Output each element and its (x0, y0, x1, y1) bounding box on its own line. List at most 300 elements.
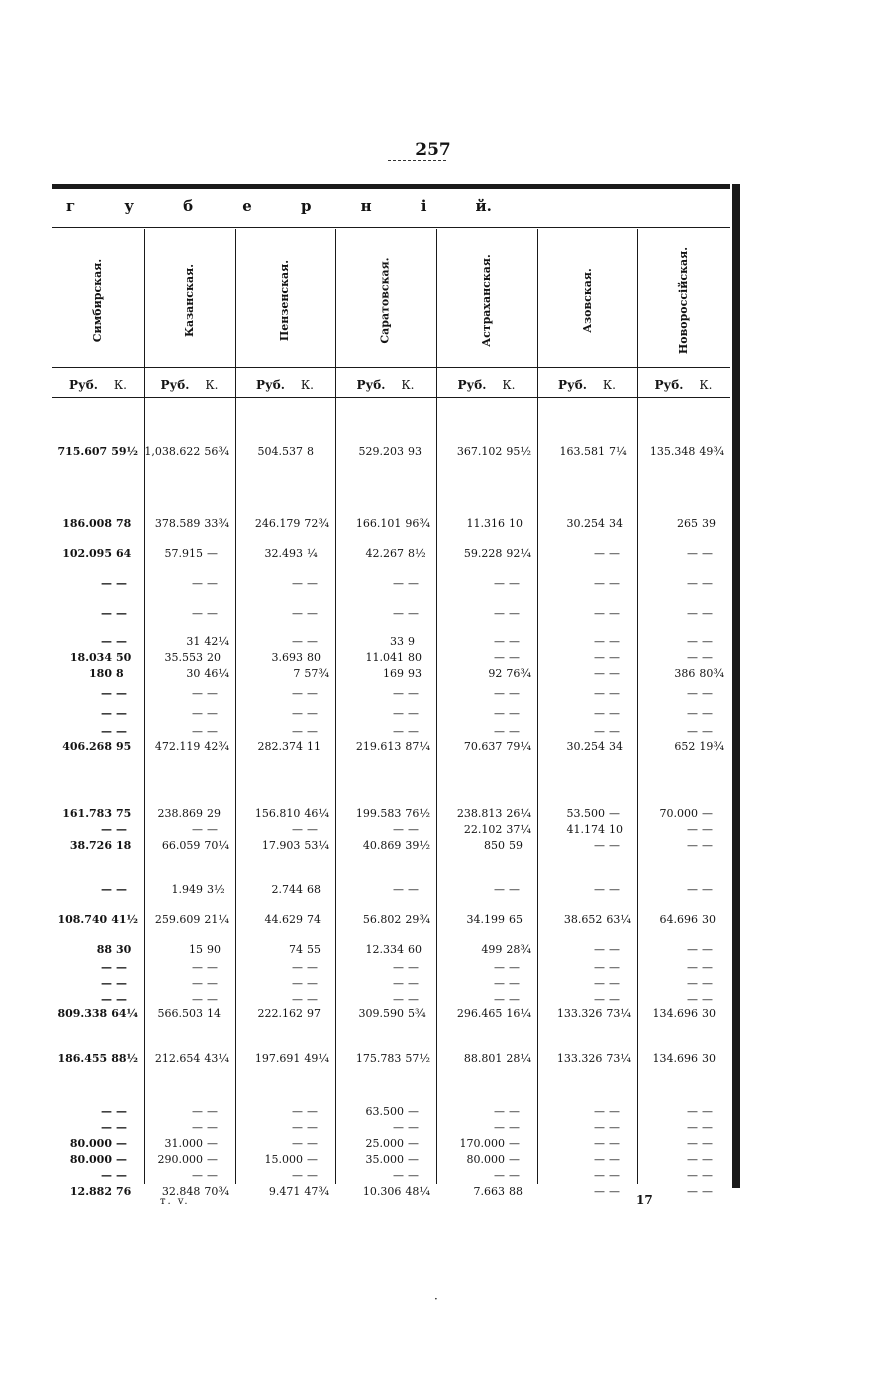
cell-rubles: — (687, 1105, 698, 1118)
table-cell (52, 725, 138, 738)
table-cell (235, 823, 329, 836)
table-cell (436, 807, 531, 820)
table-cell (52, 913, 138, 926)
cell-rubles: — (494, 1169, 505, 1182)
table-cell (144, 445, 229, 458)
cell-kopecks: — (207, 707, 218, 720)
page-number-rule (388, 160, 446, 161)
cell-rubles: — (494, 607, 505, 620)
cell-kopecks: — (609, 807, 620, 820)
cell-rubles: — (594, 839, 605, 852)
cell-kopecks: — (609, 839, 620, 852)
table-cell (335, 517, 430, 530)
cell-rubles: 1.949 (171, 883, 203, 896)
table-cell (144, 577, 229, 590)
cell-kopecks: — (509, 883, 520, 896)
cell-kopecks: 30 (116, 943, 132, 956)
cell-kopecks: — (207, 993, 218, 1006)
heading-letter: н (360, 197, 372, 215)
cell-rubles: — (393, 993, 404, 1006)
cell-rubles: — (101, 707, 112, 720)
cell-kopecks: 93 (408, 667, 422, 680)
table-cell (235, 635, 329, 648)
cell-rubles: — (687, 1137, 698, 1150)
cell-rubles: — (687, 823, 698, 836)
cell-rubles: — (192, 1169, 203, 1182)
table-cell (335, 445, 430, 458)
cell-rubles: 367.102 (456, 445, 503, 458)
cell-kopecks: — (207, 1137, 218, 1150)
cell-rubles: — (494, 883, 505, 896)
table-cell (335, 1007, 430, 1020)
table-cell (235, 1169, 329, 1182)
cell-kopecks: — (702, 725, 713, 738)
table-cell (335, 725, 430, 738)
table-cell (235, 1137, 329, 1150)
cell-rubles: — (594, 1137, 605, 1150)
table-cell (637, 993, 724, 1006)
cell-kopecks: — (207, 607, 218, 620)
cell-kopecks: 64¼ (111, 1007, 138, 1020)
table-cell (235, 1052, 329, 1065)
cell-kopecks: 76½ (405, 807, 430, 820)
cell-kopecks: — (702, 687, 713, 700)
unit-kop-label: К. (699, 378, 713, 392)
table-cell (235, 607, 329, 620)
cell-rubles: 197.691 (254, 1052, 301, 1065)
cell-kopecks: — (408, 823, 419, 836)
cell-rubles: 64.696 (659, 913, 698, 926)
cell-rubles: 186.008 (62, 517, 112, 530)
table-cell (144, 993, 229, 1006)
column-header-rule (52, 367, 730, 368)
cell-kopecks: 29¾ (405, 913, 430, 926)
cell-rubles: 102.095 (62, 547, 112, 560)
cell-kopecks: 26¼ (506, 807, 531, 820)
table-cell (235, 883, 329, 896)
cell-kopecks: 29 (207, 807, 221, 820)
cell-rubles: 166.101 (355, 517, 402, 530)
unit-kop-label: К. (401, 378, 415, 392)
cell-rubles: 219.613 (355, 740, 402, 753)
table-cell (335, 740, 430, 753)
table-cell (235, 517, 329, 530)
table-cell (436, 1169, 531, 1182)
cell-rubles: — (292, 577, 303, 590)
table-cell (52, 823, 138, 836)
cell-rubles: — (594, 635, 605, 648)
cell-kopecks: — (116, 577, 127, 590)
cell-rubles: 170.000 (459, 1137, 505, 1150)
cell-rubles: — (687, 993, 698, 1006)
unit-kop-label: К. (602, 378, 616, 392)
table-cell (537, 635, 631, 648)
cell-rubles: — (192, 993, 203, 1006)
cell-kopecks: — (609, 1105, 620, 1118)
cell-kopecks: — (408, 607, 419, 620)
cell-rubles: 41.174 (566, 823, 605, 836)
table-cell (335, 651, 430, 664)
cell-kopecks: — (116, 977, 127, 990)
cell-kopecks: — (509, 707, 520, 720)
cell-rubles: — (594, 1105, 605, 1118)
table-cell (537, 1153, 631, 1166)
cell-rubles: 2.744 (271, 883, 303, 896)
heading-letter: б (183, 197, 194, 215)
cell-kopecks: — (609, 1153, 620, 1166)
table-cell (52, 883, 138, 896)
cell-rubles: — (594, 577, 605, 590)
cell-rubles: 34.199 (466, 913, 505, 926)
cell-rubles: — (292, 1169, 303, 1182)
cell-rubles: 10.306 (362, 1185, 402, 1198)
cell-kopecks: — (702, 547, 713, 560)
table-cell (52, 445, 138, 458)
table-cell (637, 883, 724, 896)
table-cell (235, 961, 329, 974)
cell-kopecks: — (207, 1169, 218, 1182)
cell-kopecks: — (307, 1169, 318, 1182)
cell-rubles: — (192, 607, 203, 620)
table-cell (537, 823, 631, 836)
cell-kopecks: — (509, 577, 520, 590)
cell-rubles: 156.810 (254, 807, 301, 820)
cell-kopecks: — (408, 977, 419, 990)
column-header (144, 233, 235, 367)
right-border-bar (732, 184, 740, 1188)
cell-kopecks: 39 (702, 517, 716, 530)
unit-row (52, 373, 144, 397)
cell-rubles: — (192, 1105, 203, 1118)
cell-kopecks: — (609, 993, 620, 1006)
cell-kopecks: 42¾ (204, 740, 229, 753)
cell-rubles: 7.663 (473, 1185, 505, 1198)
table-cell (52, 635, 138, 648)
cell-rubles: — (494, 651, 505, 664)
column-header-label: Новороссiйская. (677, 246, 691, 354)
cell-kopecks: 5¾ (408, 1007, 426, 1020)
cell-kopecks: 88½ (111, 1052, 138, 1065)
cell-kopecks: — (207, 547, 218, 560)
table-cell (637, 1007, 724, 1020)
table-cell (436, 651, 531, 664)
cell-kopecks: 72¾ (304, 517, 329, 530)
cell-rubles: — (687, 1121, 698, 1134)
cell-kopecks: — (609, 1169, 620, 1182)
cell-kopecks: — (207, 577, 218, 590)
cell-rubles: — (393, 823, 404, 836)
cell-kopecks: 57¾ (304, 667, 329, 680)
table-cell (144, 607, 229, 620)
cell-kopecks: — (509, 687, 520, 700)
cell-kopecks: 20 (207, 651, 221, 664)
table-cell (235, 1153, 329, 1166)
table-cell (637, 823, 724, 836)
table-cell (436, 1052, 531, 1065)
cell-rubles: — (687, 1169, 698, 1182)
cell-kopecks: 74 (307, 913, 321, 926)
cell-kopecks: 92¼ (506, 547, 531, 560)
table-cell (335, 635, 430, 648)
cell-kopecks: — (116, 687, 127, 700)
cell-kopecks: 97 (307, 1007, 321, 1020)
table-cell (335, 1153, 430, 1166)
column-header (235, 233, 335, 367)
cell-kopecks: — (116, 607, 127, 620)
cell-rubles: — (101, 725, 112, 738)
table-cell (537, 1185, 631, 1198)
cell-rubles: — (192, 687, 203, 700)
table-cell (144, 707, 229, 720)
cell-kopecks: — (408, 725, 419, 738)
cell-rubles: 212.654 (154, 1052, 201, 1065)
cell-kopecks: — (702, 993, 713, 1006)
cell-kopecks: — (408, 577, 419, 590)
cell-rubles: 296.465 (456, 1007, 503, 1020)
cell-rubles: 108.740 (57, 913, 108, 926)
cell-kopecks: — (408, 883, 419, 896)
table-cell (537, 667, 631, 680)
cell-rubles: — (594, 667, 605, 680)
heading-letter: р (300, 197, 312, 215)
table-cell (637, 547, 724, 560)
cell-rubles: 169 (383, 667, 404, 680)
table-cell (436, 577, 531, 590)
cell-rubles: — (101, 1105, 112, 1118)
cell-kopecks: — (307, 1153, 318, 1166)
table-cell (144, 1137, 229, 1150)
cell-rubles: 18.034 (69, 651, 112, 664)
table-cell (52, 707, 138, 720)
table-cell (335, 807, 430, 820)
cell-kopecks: — (207, 1105, 218, 1118)
cell-kopecks: 88 (509, 1185, 523, 1198)
table-cell (335, 839, 430, 852)
table-cell (52, 687, 138, 700)
cell-rubles: — (292, 707, 303, 720)
cell-kopecks: — (307, 635, 318, 648)
cell-rubles: — (101, 1169, 112, 1182)
cell-kopecks: — (702, 1137, 713, 1150)
table-cell (335, 1052, 430, 1065)
cell-rubles: 70.637 (463, 740, 503, 753)
table-cell (235, 547, 329, 560)
table-cell (52, 1185, 138, 1198)
cell-kopecks: 76 (116, 1185, 132, 1198)
cell-kopecks: — (609, 707, 620, 720)
cell-rubles: 12.334 (365, 943, 404, 956)
table-cell (436, 1137, 531, 1150)
cell-rubles: — (594, 993, 605, 1006)
table-cell (537, 993, 631, 1006)
table-cell (436, 1185, 531, 1198)
cell-kopecks: — (116, 993, 127, 1006)
table-cell (144, 547, 229, 560)
cell-kopecks: — (116, 1169, 127, 1182)
table-cell (235, 445, 329, 458)
cell-kopecks: 55 (307, 943, 321, 956)
unit-row (144, 373, 235, 397)
cell-rubles: — (494, 635, 505, 648)
cell-rubles: 31 (186, 635, 201, 648)
cell-rubles: 35.000 (365, 1153, 404, 1166)
cell-kopecks: 18 (116, 839, 132, 852)
cell-kopecks: 41½ (111, 913, 138, 926)
table-cell (537, 517, 631, 530)
cell-kopecks: 50 (116, 651, 132, 664)
cell-rubles: 92 (488, 667, 503, 680)
cell-rubles: — (594, 943, 605, 956)
table-cell (144, 883, 229, 896)
cell-kopecks: — (702, 577, 713, 590)
cell-kopecks: — (702, 1153, 713, 1166)
cell-kopecks: 73¼ (606, 1007, 631, 1020)
cell-kopecks: 78 (116, 517, 132, 530)
cell-kopecks: — (609, 667, 620, 680)
cell-kopecks: — (702, 943, 713, 956)
table-cell (144, 740, 229, 753)
cell-rubles: 566.503 (157, 1007, 203, 1020)
cell-rubles: 246.179 (254, 517, 301, 530)
unit-row (235, 373, 335, 397)
cell-kopecks: — (702, 807, 713, 820)
cell-rubles: 63.500 (365, 1105, 404, 1118)
cell-kopecks: — (702, 651, 713, 664)
table-cell (144, 517, 229, 530)
cell-rubles: — (292, 1137, 303, 1150)
table-cell (52, 651, 138, 664)
cell-kopecks: 30 (702, 913, 716, 926)
table-cell (144, 807, 229, 820)
unit-kop-label: К. (300, 378, 314, 392)
cell-kopecks: — (207, 977, 218, 990)
cell-rubles: — (594, 1153, 605, 1166)
table-cell (637, 635, 724, 648)
table-cell (335, 913, 430, 926)
cell-rubles: — (393, 1121, 404, 1134)
unit-rub-label: Руб. (69, 378, 98, 392)
unit-rub-label: Руб. (558, 378, 587, 392)
cell-rubles: 134.696 (652, 1007, 698, 1020)
cell-rubles: 30.254 (566, 517, 605, 530)
table-cell (637, 1105, 724, 1118)
table-cell (537, 651, 631, 664)
table-cell (335, 577, 430, 590)
table-cell (637, 687, 724, 700)
unit-row (436, 373, 537, 397)
unit-rub-label: Руб. (356, 378, 386, 392)
cell-rubles: 42.267 (365, 547, 404, 560)
cell-kopecks: 73¼ (606, 1052, 631, 1065)
cell-kopecks: — (307, 977, 318, 990)
cell-rubles: — (594, 1121, 605, 1134)
cell-kopecks: 14 (207, 1007, 221, 1020)
cell-kopecks: 57½ (405, 1052, 430, 1065)
table-cell (52, 807, 138, 820)
cell-rubles: — (494, 687, 505, 700)
cell-kopecks: — (609, 607, 620, 620)
cell-kopecks: 39½ (405, 839, 430, 852)
table-cell (436, 883, 531, 896)
cell-kopecks: — (116, 883, 127, 896)
heading-letter: у (124, 197, 134, 215)
cell-rubles: 9.471 (268, 1185, 301, 1198)
table-cell (537, 577, 631, 590)
unit-row (537, 373, 637, 397)
cell-rubles: — (292, 993, 303, 1006)
cell-rubles: — (101, 1121, 112, 1134)
cell-kopecks: — (408, 1153, 419, 1166)
cell-kopecks: 9 (408, 635, 415, 648)
table-cell (52, 1007, 138, 1020)
cell-kopecks: 28¾ (506, 943, 531, 956)
cell-rubles: 80.000 (466, 1153, 505, 1166)
table-cell (52, 547, 138, 560)
heading-letter: г (66, 197, 76, 215)
cell-kopecks: — (307, 577, 318, 590)
cell-kopecks: 10 (509, 517, 523, 530)
column-header (436, 233, 537, 367)
table-cell (637, 1153, 724, 1166)
cell-rubles: 80.000 (69, 1137, 112, 1150)
cell-kopecks: — (509, 725, 520, 738)
cell-rubles: — (494, 725, 505, 738)
cell-rubles: 38.652 (563, 913, 603, 926)
cell-rubles: 33 (390, 635, 404, 648)
cell-kopecks: — (116, 725, 127, 738)
cell-rubles: — (292, 977, 303, 990)
table-cell (52, 1169, 138, 1182)
cell-rubles: — (192, 577, 203, 590)
table-cell (335, 607, 430, 620)
cell-rubles: 238.813 (456, 807, 503, 820)
cell-rubles: 53.500 (566, 807, 605, 820)
cell-rubles: — (101, 635, 112, 648)
cell-rubles: — (101, 977, 112, 990)
cell-rubles: 504.537 (257, 445, 303, 458)
cell-rubles: 3.693 (271, 651, 303, 664)
cell-rubles: 80.000 (69, 1153, 112, 1166)
unit-row (335, 373, 436, 397)
table-cell (637, 913, 724, 926)
table-cell (436, 725, 531, 738)
table-cell (52, 1105, 138, 1118)
cell-kopecks: — (116, 1105, 127, 1118)
cell-kopecks: 75 (116, 807, 132, 820)
cell-kopecks: 95½ (506, 445, 531, 458)
column-header-label: Симбирская. (91, 258, 105, 342)
cell-kopecks: 33¾ (204, 517, 229, 530)
table-cell (335, 1169, 430, 1182)
cell-kopecks: 42¼ (204, 635, 229, 648)
cell-rubles: — (687, 577, 698, 590)
cell-rubles: — (393, 687, 404, 700)
cell-kopecks: — (702, 961, 713, 974)
cell-rubles: — (393, 977, 404, 990)
table-cell (637, 1121, 724, 1134)
table-cell (436, 445, 531, 458)
cell-rubles: — (594, 547, 605, 560)
table-cell (52, 977, 138, 990)
table-cell (436, 993, 531, 1006)
table-cell (537, 1137, 631, 1150)
cell-kopecks: — (702, 607, 713, 620)
cell-kopecks: 28¼ (506, 1052, 531, 1065)
table-cell (637, 977, 724, 990)
cell-rubles: 134.696 (652, 1052, 698, 1065)
cell-rubles: 88 (96, 943, 112, 956)
table-cell (235, 740, 329, 753)
